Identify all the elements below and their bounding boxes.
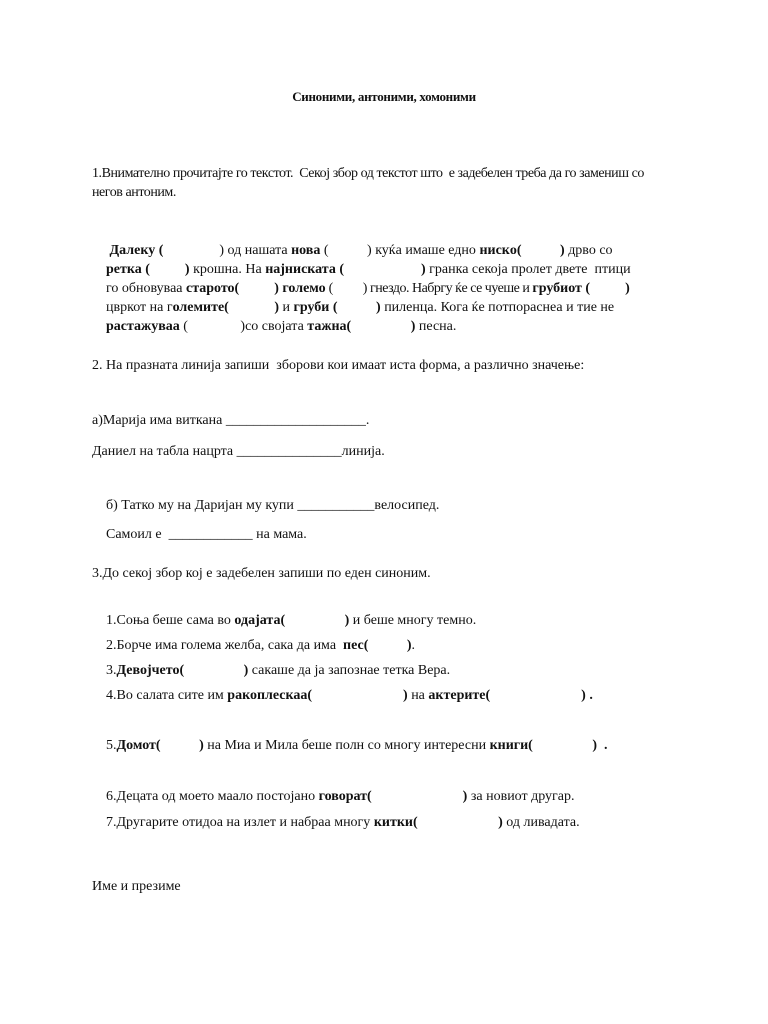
task1-paragraph-line5 <box>92 298 456 355</box>
bold-word-rakopleskaa: ракоплескаа( <box>227 688 313 703</box>
bold-paren: ) . <box>581 688 593 703</box>
text-run: велосипед. <box>374 498 440 513</box>
text-run: од ливадата. <box>502 815 580 830</box>
bold-word-pes: пес( <box>343 638 369 653</box>
text-run: песна. <box>415 319 457 334</box>
text-run: и беше многу темно. <box>349 613 477 628</box>
bold-paren: ) <box>376 300 381 315</box>
bold-word-staroto: старото( <box>186 281 240 296</box>
text-run: крошна. На <box>189 262 266 277</box>
text-run: дрво со <box>564 243 613 258</box>
text-run: пиленца. Кога ќе потпораснеа и тие не <box>380 300 615 315</box>
bold-word-tazhna: тажна( <box>307 319 352 334</box>
bold-paren: ) <box>560 243 565 258</box>
text-run: на Миа и Мила беше полн со многу интересни <box>203 738 490 753</box>
bold-word-govorat: говорат( <box>318 789 372 804</box>
bold-paren: ) <box>410 319 416 334</box>
bold-paren: ) <box>403 688 408 703</box>
task3-sentence-4 <box>92 667 593 724</box>
bold-word-rastazhuvaa: растажуваа <box>106 319 180 334</box>
bold-word-golemo: големо <box>282 281 326 296</box>
text-run: . <box>597 738 608 753</box>
answer-blank[interactable] <box>490 688 581 703</box>
text-run: 3. <box>106 663 117 678</box>
bold-paren: ) <box>274 300 279 315</box>
bold-word-nova: нова <box>291 243 321 258</box>
text-run: на <box>407 688 429 703</box>
answer-blank[interactable] <box>351 319 411 334</box>
bold-paren: ) <box>274 281 279 296</box>
text-run: 7.Другарите отидоа на излет и набраа многу <box>106 815 374 830</box>
bold-paren: ) <box>625 281 630 296</box>
text-run: 1.Соња беше сама во <box>106 613 235 628</box>
bold-word-knigi: книги( <box>489 738 533 753</box>
text-run: Самоил е <box>106 527 169 542</box>
task2-a-line2[interactable]: Даниел на табла нацрта _______________линија. <box>92 444 385 459</box>
bold-paren: ) <box>462 789 468 804</box>
bold-word-daleku: Далеку ( <box>109 243 164 258</box>
answer-blank[interactable]: ) од нашата <box>163 243 292 258</box>
task1-instruction-line2: негов антоним. <box>92 185 176 200</box>
bold-word-odajata: одајата( <box>234 613 286 628</box>
bold-paren: ) <box>406 638 412 653</box>
text-run: . <box>411 638 416 653</box>
bold-word-devojcheto: Девојчето( <box>116 663 185 678</box>
text-run: цвркот на г <box>106 300 173 315</box>
bold-word-golemite: олемите( <box>172 300 229 315</box>
task3-sentence-5 <box>92 717 608 774</box>
text-run: 2.Борче има голема желба, сака да има <box>106 638 344 653</box>
bold-paren: ) <box>344 613 350 628</box>
text-run: 4.Во салата сите им <box>106 688 228 703</box>
bold-word-nisko: нискo( <box>479 243 522 258</box>
text-run: и <box>279 300 294 315</box>
bold-paren: ) <box>243 663 249 678</box>
answer-blank[interactable] <box>312 688 403 703</box>
text-run: за новиот другар. <box>467 789 575 804</box>
answer-line[interactable]: ___________ <box>297 498 375 513</box>
text-run: 5. <box>106 738 117 753</box>
task3-sentence-7 <box>92 794 580 851</box>
bold-word-grubi: груби ( <box>293 300 338 315</box>
bold-paren: ) <box>592 738 598 753</box>
bold-word-najniskata: најниската ( <box>265 262 344 277</box>
task2-a-line1[interactable]: а)Марија има виткана ____________________. <box>92 413 370 428</box>
text-run: ( ) куќа имаше едно <box>320 243 480 258</box>
bold-word-kitki: китки( <box>373 815 418 830</box>
bold-paren: ) <box>420 262 426 277</box>
bold-word-grubiot: грубиот ( <box>532 281 591 296</box>
bold-paren: ) <box>199 738 204 753</box>
answer-blank[interactable] <box>418 815 499 830</box>
task2-instruction: 2. На празната линија запиши зборови кои имаат иста форма, а различно значење: <box>92 358 585 373</box>
bold-word-akterite: актерите( <box>428 688 491 703</box>
bold-paren: ) <box>184 262 190 277</box>
answer-blank[interactable] <box>161 738 200 753</box>
name-surname-label: Име и презиме <box>92 879 181 894</box>
answer-blank[interactable] <box>533 738 593 753</box>
task1-instruction-line1: 1.Внимателно прочитајте го текстот. Секој збор од текстот што е задебелен треба да го замениш со <box>92 166 644 181</box>
bold-paren: ) <box>498 815 503 830</box>
bold-word-domot: Домот( <box>116 738 161 753</box>
text-run: го обновуваа <box>106 281 186 296</box>
text-run: гранка секоја пролет двете птици <box>425 262 631 277</box>
task3-instruction: 3.До секој збор кој е задебелен запиши по еден синоним. <box>92 566 431 581</box>
bold-word-retka: ретка ( <box>106 262 150 277</box>
text-run: б) Татко му на Даријан му купи <box>106 498 298 513</box>
worksheet-title: Синоними, антоними, хомоними <box>292 89 476 104</box>
task2-b-line2 <box>92 506 307 563</box>
text-run: ( )со својата <box>179 319 308 334</box>
answer-line[interactable]: ____________ <box>168 527 253 542</box>
text-run: ( ) гнездо. Набргу ќе се чуеше и <box>325 281 533 296</box>
text-run: сакаше да ја запознае тетка Вера. <box>248 663 451 678</box>
text-run: на мама. <box>252 527 307 542</box>
text-run: 6.Децата од моето маало постојано <box>106 789 319 804</box>
